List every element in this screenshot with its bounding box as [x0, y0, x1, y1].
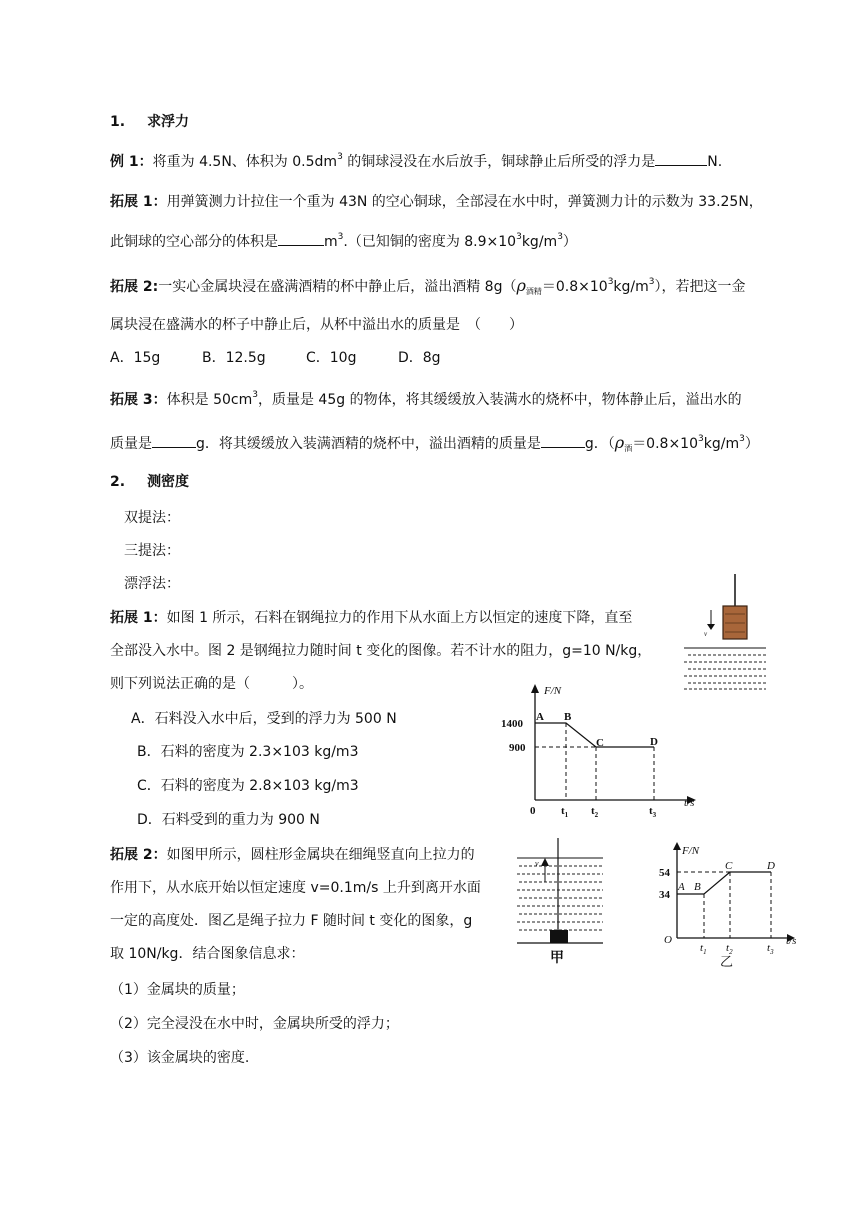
extension-3-label: 拓展 3： [110, 392, 167, 408]
option-b[interactable]: B．12.5g [202, 350, 266, 366]
superscript: 3 [607, 277, 614, 287]
extension-1-line-2 [110, 232, 577, 252]
method-2: 三提法： [124, 543, 180, 559]
extension-1-text-2: 此铜球的空心部分的体积是 [110, 234, 278, 250]
x-tick-t3: $t_3$ [649, 805, 657, 819]
point-b-label: B [564, 711, 572, 723]
extension-3-line-1 [110, 390, 742, 410]
rho-symbol: ρ [614, 433, 625, 452]
arrow-down-icon [707, 624, 715, 630]
arrow-up-icon [541, 858, 549, 866]
section-1-heading [110, 112, 189, 132]
example-1-unit: N. [707, 154, 723, 170]
extension-5-line-1 [110, 845, 475, 865]
x-tick-t2: $t_2$ [726, 942, 733, 956]
extension-5-line-2: 作用下，从水底开始以恒定速度 v=0.1m/s 上升到离开水面 [110, 880, 481, 896]
extension-4-option-b[interactable]: B．石料的密度为 2.3×103 kg/m3 [137, 744, 359, 760]
force-curve [535, 723, 654, 747]
superscript: 3 [337, 232, 344, 242]
extension-2-text-4: 属块浸在盛满水的杯子中静止后，从杯中溢出水的质量是 （ ） [110, 317, 523, 333]
extension-4-option-a[interactable]: A．石料没入水中后，受到的浮力为 500 N [131, 711, 397, 727]
extension-4-text: 如图 1 所示，石料在钢绳拉力的作用下从水面上方以恒定的速度下降，直至 [166, 610, 633, 626]
x-axis-label: t/s [684, 797, 695, 809]
option-c[interactable]: C．10g [306, 350, 357, 366]
superscript: 3 [698, 434, 704, 444]
extension-2-line-1 [110, 276, 746, 297]
graph-2-force-time [650, 840, 800, 970]
extension-5-text: 如图甲所示，圆柱形金属块在细绳竖直向上拉力的 [166, 847, 475, 863]
y-tick-900: 900 [509, 742, 526, 754]
figure-jia-caption: 甲 [550, 950, 564, 964]
example-1 [110, 152, 722, 172]
superscript: 3 [337, 152, 343, 162]
arrow-up-icon [673, 842, 681, 850]
option-a[interactable]: A．15g [110, 350, 161, 366]
paren: ） [744, 436, 759, 452]
rho-symbol: ρ [516, 276, 526, 295]
answer-blank[interactable] [655, 153, 707, 166]
extension-4-option-c[interactable]: C．石料的密度为 2.8×103 kg/m3 [137, 778, 359, 794]
extension-1-label: 拓展 1： [110, 194, 167, 210]
question-1: （1）金属块的质量； [110, 982, 245, 998]
extension-3-text-6: ＝0.8×10 [632, 436, 698, 452]
extension-3-text-3: 质量是 [110, 436, 152, 452]
paren: ） [562, 234, 577, 250]
extension-4-line-2: 全部没入水中。图 2 是钢绳拉力随时间 t 变化的图像。若不计水的阻力，g=10 N/kg， [110, 643, 652, 659]
unit: kg/m [703, 436, 740, 452]
x-tick-t1: $t_1$ [561, 805, 569, 819]
section-1-number: 1. [110, 114, 126, 130]
extension-2-line-2 [110, 315, 523, 335]
extension-2-label: 拓展 2: [110, 279, 159, 295]
point-a-label: A [536, 711, 544, 723]
extension-2-text: 一实心金属块浸在盛满酒精的杯中静止后，溢出酒精 8g（ [158, 279, 517, 295]
stone-block [723, 606, 747, 639]
point-b-label: B [694, 881, 701, 893]
extension-5-label: 拓展 2： [110, 847, 167, 863]
extension-3-text-2: ，质量是 45g 的物体，将其缓缓放入装满水的烧杯中，物体静止后，溢出水的 [257, 392, 742, 408]
extension-2-options [110, 348, 441, 368]
question-2: （2）完全浸没在水中时，金属块所受的浮力； [110, 1016, 399, 1032]
example-1-text-2: 的铜球浸没在水后放手，铜球静止后所受的浮力是 [342, 154, 656, 170]
x-axis-label: t/s [786, 935, 797, 947]
x-tick-t3: $t_3$ [767, 942, 774, 956]
arrow-up-icon [531, 684, 539, 693]
superscript: 3 [739, 434, 745, 444]
velocity-label: v [535, 859, 539, 868]
extension-1-text: 用弹簧测力计拉住一个重为 43N 的空心铜球，全部浸在水中时，弹簧测力计的示数为 33.25N， [166, 194, 763, 210]
origin-label: 0 [530, 805, 536, 817]
point-d-label: D [767, 860, 775, 872]
point-d-label: D [650, 736, 658, 748]
y-tick-34: 34 [659, 889, 670, 901]
figure-yi-caption: 乙 [720, 955, 734, 970]
superscript: 3 [648, 277, 655, 287]
superscript: 3 [252, 390, 258, 400]
y-tick-54: 54 [659, 867, 670, 879]
unit: kg/m [613, 279, 649, 295]
unit: m [324, 234, 338, 250]
y-axis-label: F/N [682, 845, 700, 857]
extension-5-line-3: 一定的高度处．图乙是绳子拉力 F 随时间 t 变化的图象，g [110, 913, 473, 929]
extension-4-option-d[interactable]: D．石料受到的重力为 900 N [137, 812, 320, 828]
y-tick-1400: 1400 [501, 718, 523, 730]
superscript: 3 [516, 232, 522, 242]
example-1-text: 将重为 4.5N、体积为 0.5dm [152, 154, 338, 170]
example-1-label: 例 1： [110, 154, 153, 170]
subscript: 酒 [624, 444, 633, 453]
answer-blank[interactable] [541, 435, 585, 448]
unit: kg/m [521, 234, 558, 250]
point-c-label: C [596, 737, 604, 749]
section-1-title: 求浮力 [147, 114, 190, 130]
superscript: 3 [557, 232, 563, 242]
origin-label: O [664, 934, 672, 946]
extension-3-text: 体积是 50cm [166, 392, 253, 408]
figure-jia-cylinder-in-water [515, 838, 605, 964]
graph-1-force-time [500, 680, 705, 825]
extension-2-text-2: ＝0.8×10 [541, 279, 608, 295]
method-1: 双提法： [124, 510, 180, 526]
section-2-number: 2. [110, 474, 126, 490]
extension-3-text-4: g．将其缓缓放入装满酒精的烧杯中，溢出酒精的质量是 [196, 436, 541, 452]
force-curve [677, 872, 771, 894]
figure-1-block-above-water [680, 572, 770, 692]
section-2-heading [110, 472, 189, 492]
x-tick-t2: $t_2$ [591, 805, 599, 819]
y-axis-label: F/N [544, 685, 562, 697]
question-3: （3）该金属块的密度. [110, 1050, 250, 1066]
extension-1-text-3: .（已知铜的密度为 8.9×10 [343, 234, 517, 250]
answer-blank[interactable] [278, 233, 324, 246]
x-tick-t1: $t_1$ [700, 942, 707, 956]
subscript: 酒精 [525, 287, 542, 296]
point-c-label: C [725, 860, 733, 872]
option-d[interactable]: D．8g [398, 350, 441, 366]
section-2-title: 测密度 [147, 474, 190, 490]
metal-cylinder [550, 930, 568, 943]
extension-5-line-4: 取 10N/kg．结合图象信息求： [110, 946, 305, 962]
extension-3-text-5: g．（ [584, 436, 615, 452]
extension-2-text-3: ），若把这一金 [654, 279, 746, 295]
point-a-label: A [678, 881, 685, 893]
extension-4-line-3: 则下列说法正确的是（ ）。 [110, 676, 313, 692]
velocity-label: v [704, 630, 708, 638]
method-3: 漂浮法： [124, 576, 180, 592]
extension-3-line-2 [110, 433, 759, 454]
answer-blank[interactable] [152, 435, 196, 448]
extension-1-line-1 [110, 192, 763, 212]
extension-4-label: 拓展 1： [110, 610, 167, 626]
extension-4-line-1 [110, 608, 632, 628]
